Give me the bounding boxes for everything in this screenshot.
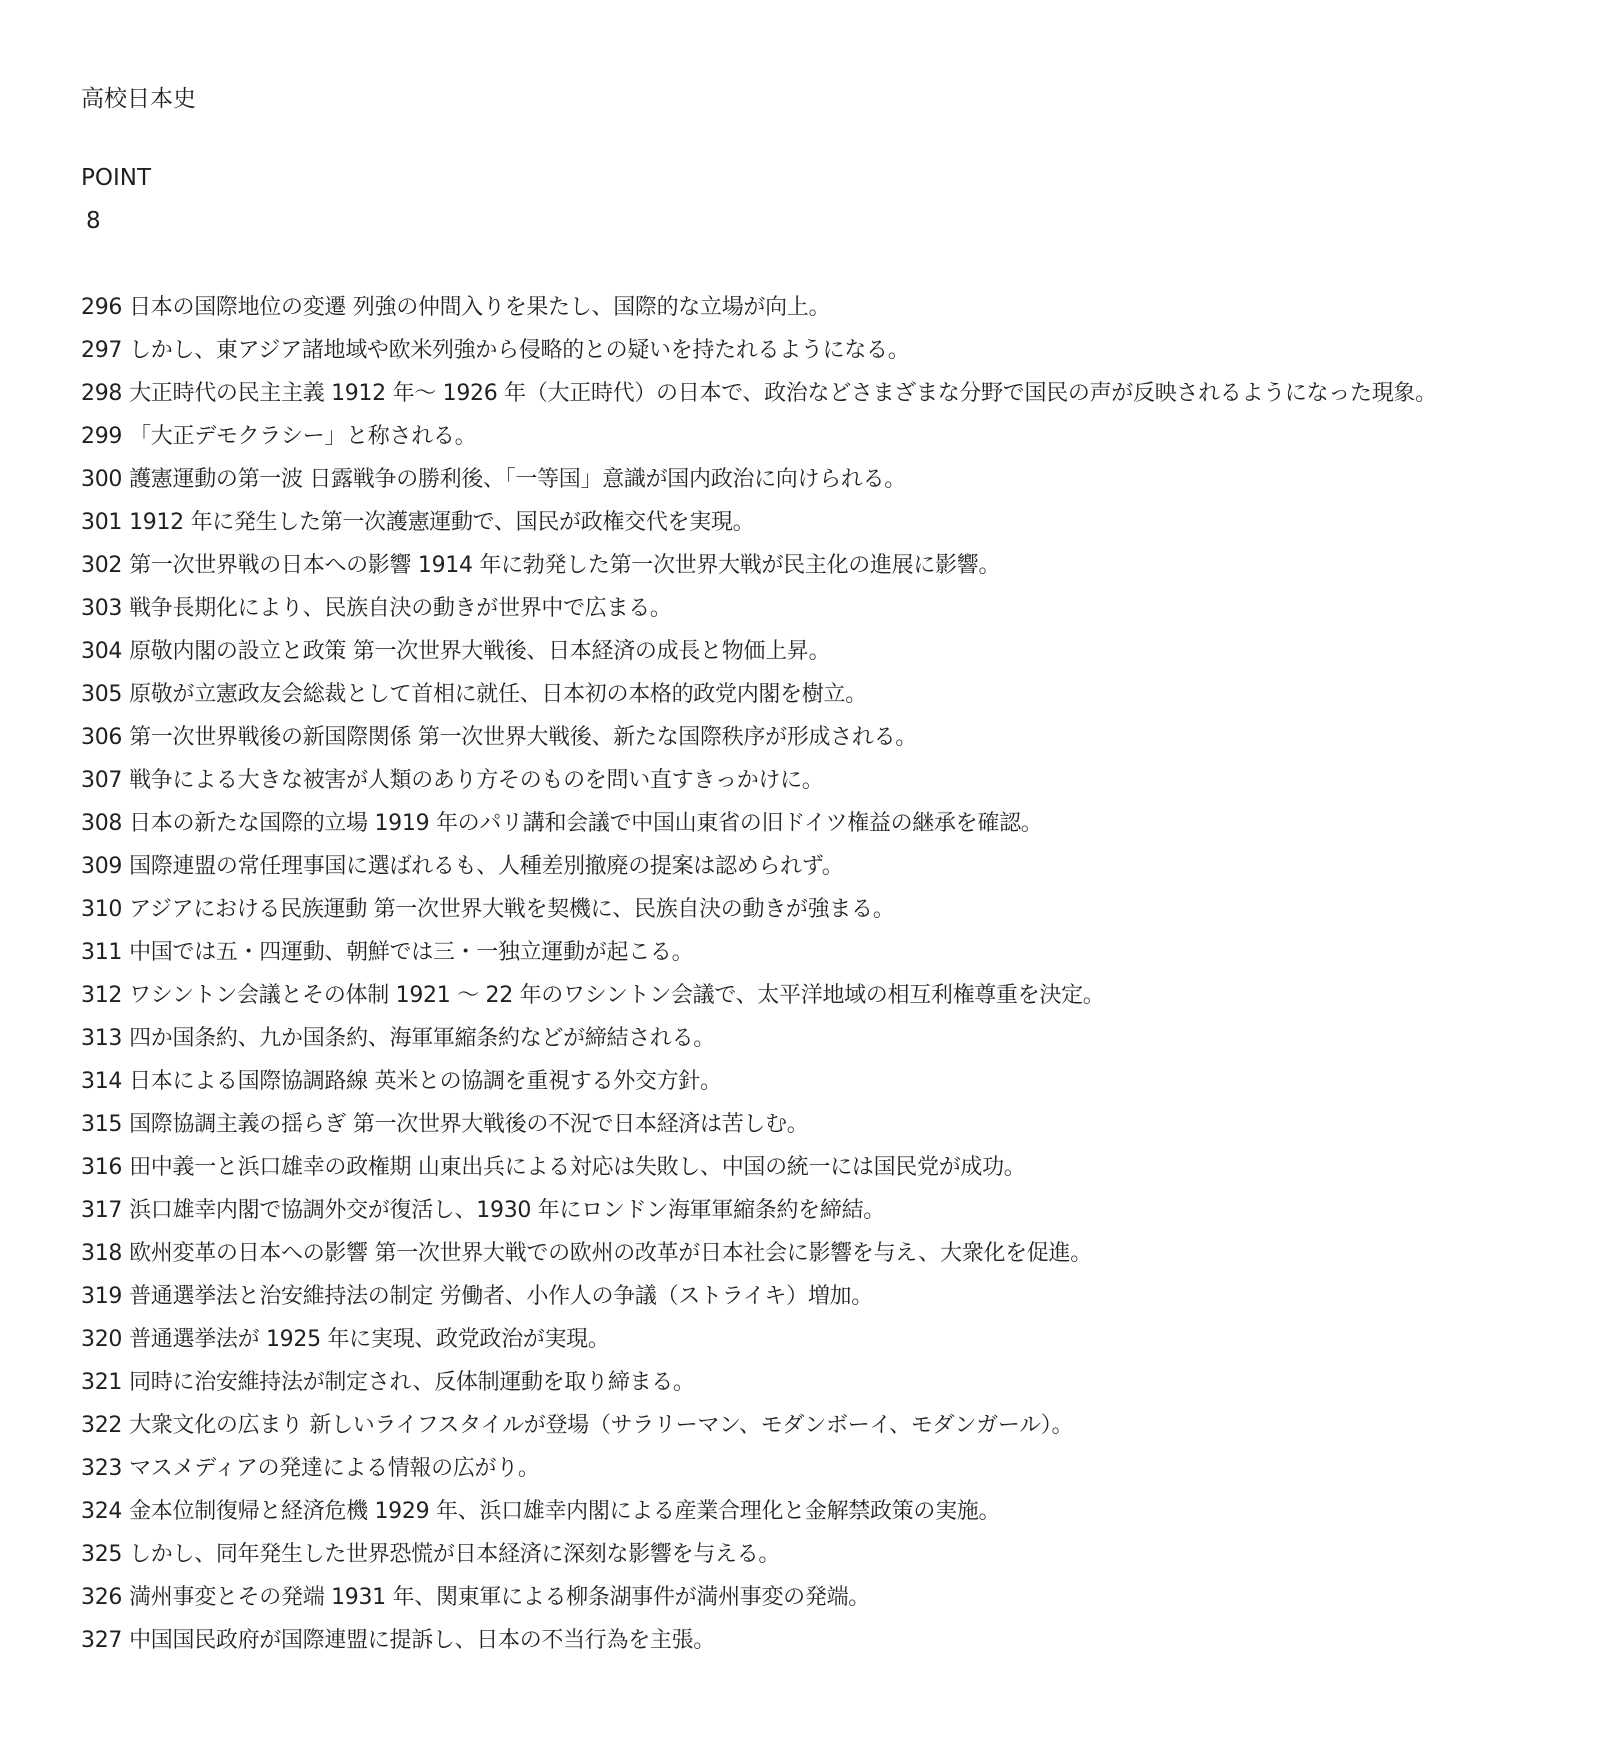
list-item	[81, 465, 1437, 508]
list-item	[81, 1024, 1437, 1067]
entry-text: 同時に治安維持法が制定され、反体制運動を取り締まる。	[129, 1370, 695, 1395]
entry-text: 第一次世界戦後の新国際関係 第一次世界大戦後、新たな国際秩序が形成される。	[129, 725, 917, 750]
list-item	[81, 1110, 1437, 1153]
list-item	[81, 422, 1437, 465]
entry-text: 日本の新たな国際的立場 1919 年のパリ講和会議で中国山東省の旧ドイツ権益の継承を確認。	[129, 811, 1043, 836]
list-item	[81, 809, 1437, 852]
entry-number: 300	[81, 467, 123, 492]
list-item	[81, 1583, 1437, 1626]
point-label: POINT	[81, 165, 152, 191]
entry-number: 326	[81, 1585, 123, 1610]
list-item	[81, 852, 1437, 895]
list-item	[81, 1196, 1437, 1239]
point-number: 8	[86, 208, 101, 234]
list-item	[81, 1411, 1437, 1454]
entry-text: 普通選挙法が 1925 年に実現、政党政治が実現。	[129, 1327, 610, 1352]
entry-number: 315	[81, 1112, 123, 1137]
entry-text: 四か国条約、九か国条約、海軍軍縮条約などが締結される。	[129, 1026, 715, 1051]
entry-number: 323	[81, 1456, 123, 1481]
list-item	[81, 895, 1437, 938]
subject-title: 高校日本史	[81, 86, 196, 112]
list-item	[81, 551, 1437, 594]
list-item	[81, 1497, 1437, 1540]
entry-text: 浜口雄幸内閣で協調外交が復活し、1930 年にロンドン海軍軍縮条約を締結。	[129, 1198, 885, 1223]
entry-number: 304	[81, 639, 123, 664]
entry-text: 「大正デモクラシー」と称される。	[129, 424, 477, 449]
entry-number: 313	[81, 1026, 123, 1051]
entry-text: 中国では五・四運動、朝鮮では三・一独立運動が起こる。	[129, 940, 694, 965]
entry-text: 国際協調主義の揺らぎ 第一次世界大戦後の不況で日本経済は苦しむ。	[129, 1112, 809, 1137]
list-item	[81, 1239, 1437, 1282]
entry-number: 297	[81, 338, 123, 363]
entry-list	[81, 293, 1437, 1669]
list-item	[81, 508, 1437, 551]
list-item	[81, 766, 1437, 809]
entry-text: 日本の国際地位の変遷 列強の仲間入りを果たし、国際的な立場が向上。	[129, 295, 831, 320]
list-item	[81, 336, 1437, 379]
entry-number: 320	[81, 1327, 123, 1352]
entry-number: 321	[81, 1370, 123, 1395]
list-item	[81, 723, 1437, 766]
entry-number: 299	[81, 424, 123, 449]
entry-number: 307	[81, 768, 123, 793]
list-item	[81, 680, 1437, 723]
entry-number: 322	[81, 1413, 123, 1438]
entry-text: しかし、東アジア諸地域や欧米列強から侵略的との疑いを持たれるようになる。	[129, 338, 910, 363]
entry-number: 306	[81, 725, 123, 750]
entry-text: ワシントン会議とその体制 1921 〜 22 年のワシントン会議で、太平洋地域の相互利権尊重を決定。	[129, 983, 1105, 1008]
entry-number: 301	[81, 510, 123, 535]
entry-text: 戦争による大きな被害が人類のあり方そのものを問い直すきっかけに。	[129, 768, 824, 793]
entry-text: 金本位制復帰と経済危機 1929 年、浜口雄幸内閣による産業合理化と金解禁政策の実施。	[129, 1499, 1001, 1524]
entry-text: 普通選挙法と治安維持法の制定 労働者、小作人の争議（ストライキ）増加。	[129, 1284, 873, 1309]
entry-text: 護憲運動の第一波 日露戦争の勝利後、「一等国」意識が国内政治に向けられる。	[129, 467, 906, 492]
entry-text: アジアにおける民族運動 第一次世界大戦を契機に、民族自決の動きが強まる。	[129, 897, 895, 922]
entry-number: 309	[81, 854, 123, 879]
list-item	[81, 293, 1437, 336]
entry-text: 欧州変革の日本への影響 第一次世界大戦での欧州の改革が日本社会に影響を与え、大衆化を促進。	[129, 1241, 1092, 1266]
entry-text: しかし、同年発生した世界恐慌が日本経済に深刻な影響を与える。	[129, 1542, 781, 1567]
list-item	[81, 981, 1437, 1024]
entry-number: 317	[81, 1198, 123, 1223]
entry-number: 319	[81, 1284, 123, 1309]
entry-text: 原敬が立憲政友会総裁として首相に就任、日本初の本格的政党内閣を樹立。	[129, 682, 867, 707]
entry-text: 戦争長期化により、民族自決の動きが世界中で広まる。	[129, 596, 672, 621]
entry-text: 田中義一と浜口雄幸の政権期 山東出兵による対応は失敗し、中国の統一には国民党が成功。	[129, 1155, 1026, 1180]
entry-number: 311	[81, 940, 123, 965]
entry-text: 中国国民政府が国際連盟に提訴し、日本の不当行為を主張。	[129, 1628, 715, 1653]
list-item	[81, 1454, 1437, 1497]
list-item	[81, 938, 1437, 981]
entry-number: 305	[81, 682, 123, 707]
entry-number: 298	[81, 381, 123, 406]
list-item	[81, 1626, 1437, 1669]
entry-text: 第一次世界戦の日本への影響 1914 年に勃発した第一次世界大戦が民主化の進展に影響。	[129, 553, 1001, 578]
entry-text: 満州事変とその発端 1931 年、関東軍による柳条湖事件が満州事変の発端。	[129, 1585, 870, 1610]
entry-number: 316	[81, 1155, 123, 1180]
list-item	[81, 379, 1437, 422]
entry-text: 日本による国際協調路線 英米との協調を重視する外交方針。	[129, 1069, 722, 1094]
entry-number: 310	[81, 897, 123, 922]
entry-text: 原敬内閣の設立と政策 第一次世界大戦後、日本経済の成長と物価上昇。	[129, 639, 831, 664]
entry-number: 308	[81, 811, 123, 836]
entry-text: 国際連盟の常任理事国に選ばれるも、人種差別撤廃の提案は認められず。	[129, 854, 844, 879]
entry-number: 296	[81, 295, 123, 320]
entry-text: マスメディアの発達による情報の広がり。	[129, 1456, 540, 1481]
entry-number: 312	[81, 983, 123, 1008]
list-item	[81, 1540, 1437, 1583]
entry-number: 327	[81, 1628, 123, 1653]
entry-number: 302	[81, 553, 123, 578]
entry-text: 1912 年に発生した第一次護憲運動で、国民が政権交代を実現。	[129, 510, 755, 535]
list-item	[81, 1325, 1437, 1368]
entry-number: 325	[81, 1542, 123, 1567]
entry-number: 314	[81, 1069, 123, 1094]
entry-number: 303	[81, 596, 123, 621]
list-item	[81, 1368, 1437, 1411]
list-item	[81, 594, 1437, 637]
entry-number: 324	[81, 1499, 123, 1524]
entry-text: 大衆文化の広まり 新しいライフスタイルが登場（サラリーマン、モダンボーイ、モダンガール）。	[129, 1413, 1074, 1438]
entry-text: 大正時代の民主主義 1912 年〜 1926 年（大正時代）の日本で、政治などさまざまな分野で国民の声が反映されるようになった現象。	[129, 381, 1437, 406]
list-item	[81, 1153, 1437, 1196]
list-item	[81, 637, 1437, 680]
list-item	[81, 1282, 1437, 1325]
list-item	[81, 1067, 1437, 1110]
entry-number: 318	[81, 1241, 123, 1266]
